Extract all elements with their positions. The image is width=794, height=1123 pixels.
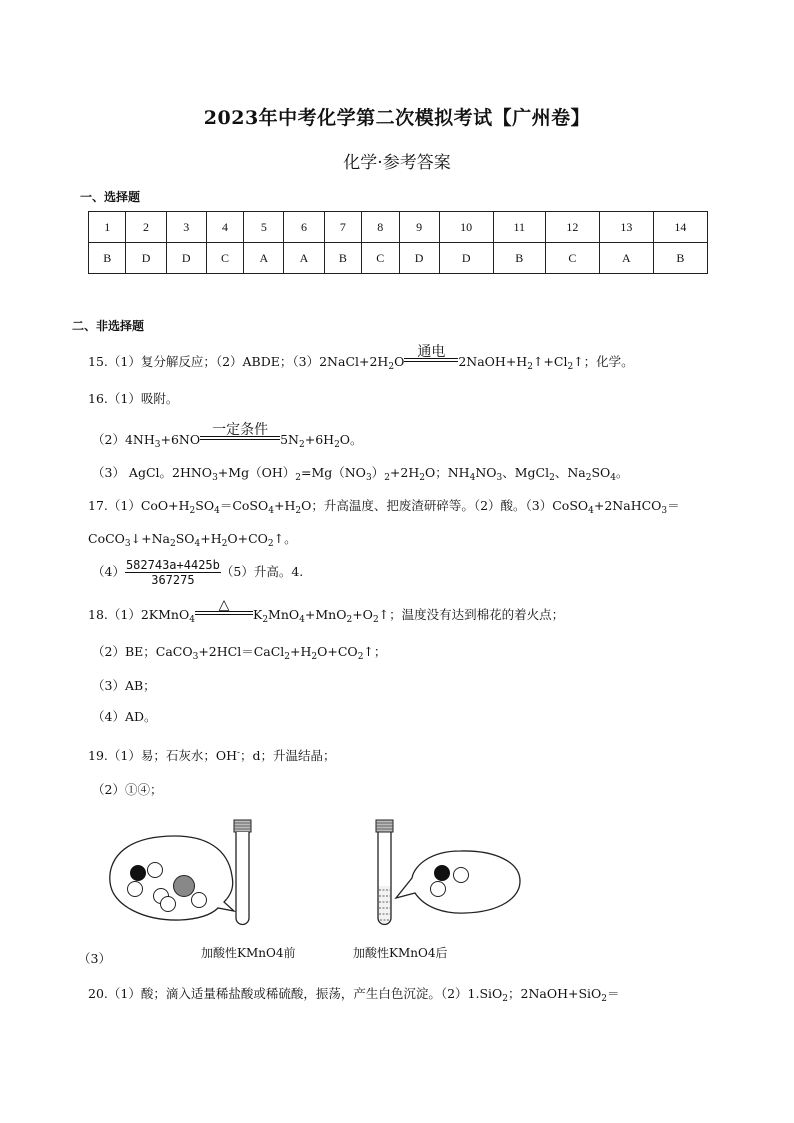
question-number-cell: 1 xyxy=(89,212,126,243)
answer-cell: C xyxy=(206,243,243,274)
white-particle xyxy=(148,863,163,878)
answer-q16-2: $(2)4NH_3+6NO$ 一定条件 $5N_2+6H_2O$。 xyxy=(92,422,363,450)
gray-particle xyxy=(174,876,195,897)
question-number-cell: 4 xyxy=(206,212,243,243)
section-heading-nonchoice: 二、非选择题 xyxy=(72,319,145,333)
answer-cell: C xyxy=(362,243,399,274)
section-heading-choice: 一、选择题 xyxy=(80,190,141,204)
answer-cell: D xyxy=(126,243,166,274)
question-number-cell: 12 xyxy=(545,212,599,243)
answer-q17-1: $17.(1)CoO+H_2SO_4=CoSO_4+H_2O$；升高温度、把废渣研碎等。（2）酸。（3）CoSO$_4$+2NaHCO$_3$＝ xyxy=(88,498,680,516)
answer-cell: A xyxy=(244,243,284,274)
answer-q20-1: 20.（1）酸；滴入适量稀盐酸或稀硫酸，振荡，产生白色沉淀。（2）1.SiO$_2$；2NaOH+SiO$_2$＝ xyxy=(88,986,620,1004)
answer-table-number-row xyxy=(89,212,708,243)
answer-cell: A xyxy=(284,243,324,274)
caption-after: 加酸性KMnO4后 xyxy=(353,946,448,960)
question-number-cell: 10 xyxy=(439,212,493,243)
answer-q19-3-label: （3） xyxy=(78,951,111,966)
question-number-cell: 2 xyxy=(126,212,166,243)
caption-before: 加酸性KMnO4前 xyxy=(201,946,296,960)
white-particle xyxy=(431,882,446,897)
answer-cell: B xyxy=(89,243,126,274)
bubble-after xyxy=(396,851,520,913)
answer-cell: D xyxy=(399,243,439,274)
answer-q17-2: $CoCO_3↓+Na_2SO_4+H_2O+CO_2↑$。 xyxy=(88,531,297,549)
answer-cell: C xyxy=(545,243,599,274)
answer-q19-2: （2）①④； xyxy=(92,782,163,797)
answer-cell: B xyxy=(493,243,545,274)
heat-symbol: △ xyxy=(218,597,230,613)
answer-q18-3: （3）AB； xyxy=(92,678,156,693)
question-number-cell: 7 xyxy=(324,212,361,243)
question-number-cell: 13 xyxy=(599,212,653,243)
question-number-cell: 11 xyxy=(493,212,545,243)
black-particle xyxy=(435,866,450,881)
answer-q16-3: （3） AgCl。$2HNO_3+Mg(OH)_2=Mg(NO_3)_2+2H_2O$；$NH_4NO_3$、MgCl$_2$、$Na_2SO_4$。 xyxy=(92,465,629,483)
particle-diagram xyxy=(100,818,530,933)
answer-table xyxy=(88,211,708,274)
answer-q16-1: 16.（1）吸附。 xyxy=(88,391,179,406)
answer-cell: B xyxy=(324,243,361,274)
answer-cell: D xyxy=(166,243,206,274)
answer-cell: A xyxy=(599,243,653,274)
answer-q18-4: （4）AD。 xyxy=(92,709,157,724)
fraction: $\frac{582743a+4425b}{367275}$ xyxy=(125,558,220,587)
answer-cell: D xyxy=(439,243,493,274)
page-subtitle: 化学·参考答案 xyxy=(343,153,451,173)
test-tube-after xyxy=(376,820,393,925)
test-tube-before xyxy=(234,820,251,925)
question-number-cell: 6 xyxy=(284,212,324,243)
white-particle xyxy=(161,897,176,912)
reaction-condition: 一定条件 xyxy=(212,422,269,438)
answer-q18-1: 18.（1）2KMnO$_4$ △ $K_2MnO_4+MnO_2+O_2↑$；温度没有达到棉花的着火点； xyxy=(88,597,565,625)
answer-q15: 15.（1）复分解反应；（2）ABDE；$(3)2NaCl+2H_2O$ 通电 $2NaOH+H_2↑+Cl_2↑$；化学。 xyxy=(88,344,634,372)
question-number-cell: 14 xyxy=(653,212,707,243)
white-particle xyxy=(128,882,143,897)
answer-table-answer-row xyxy=(89,243,708,274)
answer-q17-3: （4） $\frac{582743a+4425b}{367275}$ （5）升高。4. xyxy=(92,558,304,587)
question-number-cell: 5 xyxy=(244,212,284,243)
question-number-cell: 9 xyxy=(399,212,439,243)
answer-cell: B xyxy=(653,243,707,274)
question-number-cell: 3 xyxy=(166,212,206,243)
white-particle xyxy=(192,893,207,908)
answer-q19-1: 19.（1）易；石灰水；OH-；d；升温结晶； xyxy=(88,748,336,763)
reaction-condition: 通电 xyxy=(417,344,446,360)
white-particle xyxy=(454,868,469,883)
answer-q18-2: （2）BE；$CaCO_3+2HCl=CaCl_2+H_2O+CO_2↑$； xyxy=(92,644,387,662)
black-particle xyxy=(131,866,146,881)
bubble-before xyxy=(110,836,234,920)
question-number-cell: 8 xyxy=(362,212,399,243)
page-title: 2023年中考化学第二次模拟考试【广州卷】 xyxy=(203,107,591,129)
